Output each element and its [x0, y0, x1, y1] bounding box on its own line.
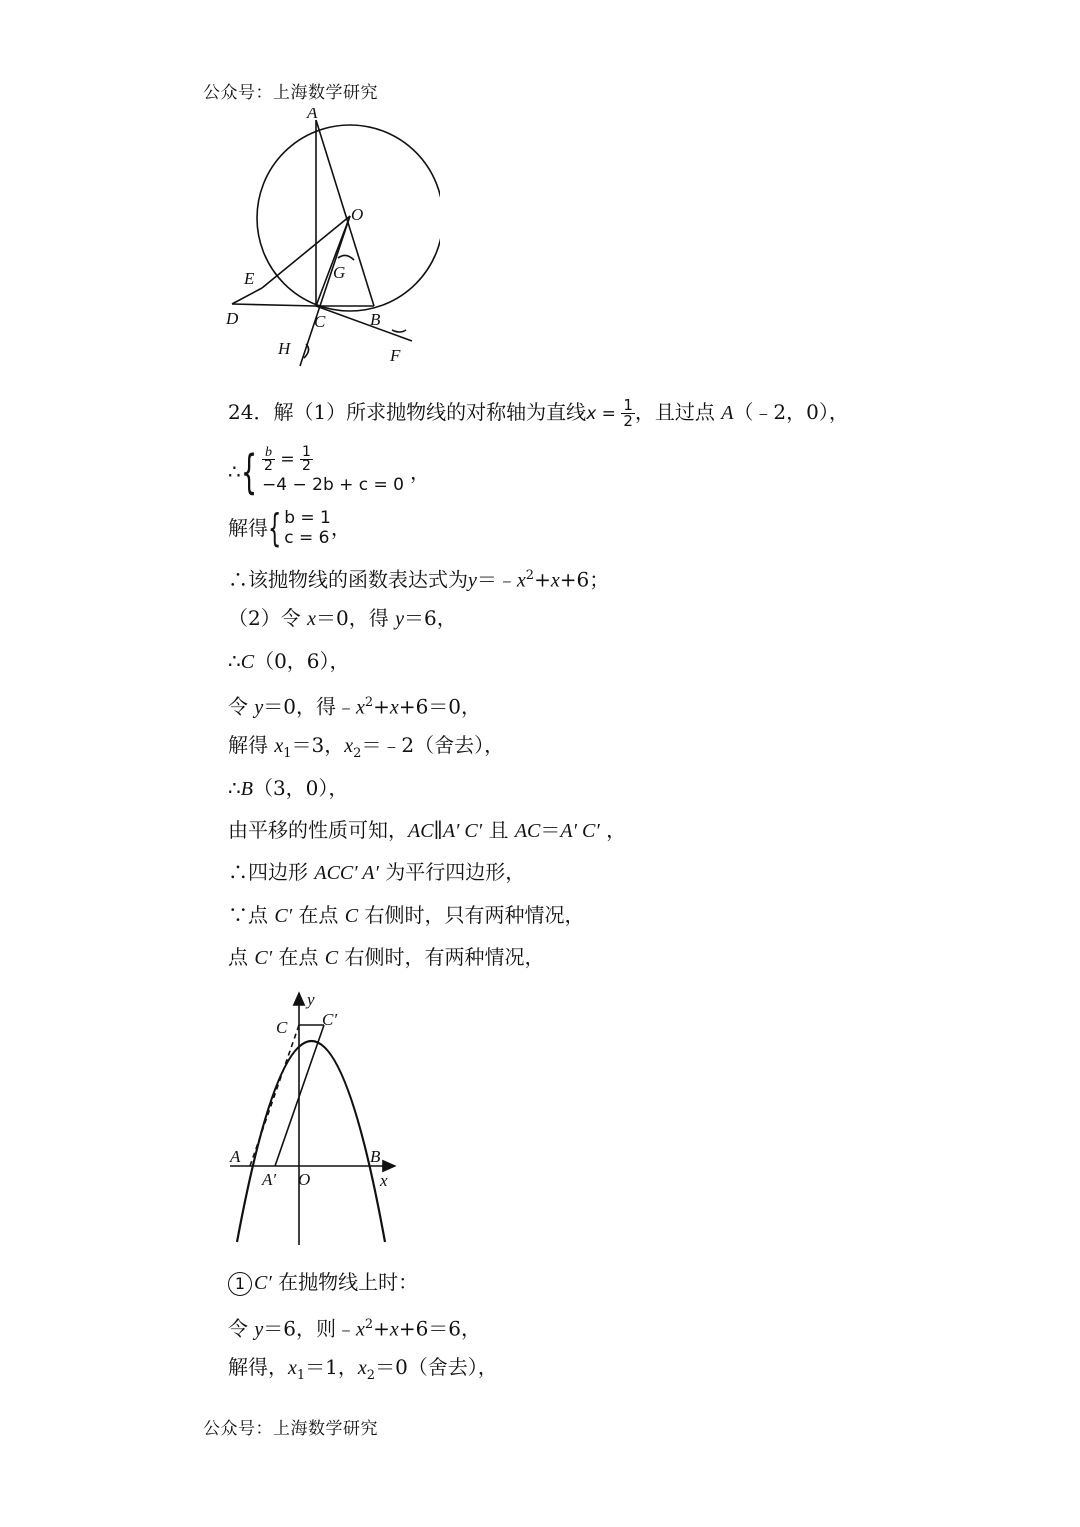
- solution-line-6: [228, 647, 350, 676]
- text: +: [534, 567, 551, 592]
- point-c: C: [324, 947, 339, 969]
- label-e: E: [244, 269, 255, 288]
- solution-line-13: [228, 943, 545, 972]
- text: 在点: [292, 903, 345, 927]
- text: ＝3，: [291, 733, 345, 757]
- system-row-1: [262, 446, 404, 473]
- label-c: C: [276, 1018, 288, 1037]
- var-x: x: [389, 696, 399, 719]
- var-x: x: [288, 1357, 297, 1379]
- text: 24．解（1）所求抛物线的对称轴为直线: [228, 400, 587, 424]
- point-a: A: [721, 402, 734, 424]
- label-c-prime: C′: [322, 1010, 338, 1029]
- circled-number: 1: [228, 1272, 252, 1296]
- solution-line-9: [228, 774, 348, 803]
- var-x: x: [307, 608, 316, 630]
- point-cp: C′: [254, 1272, 272, 1294]
- line-hc-extended: [300, 216, 350, 366]
- fraction-half: [621, 398, 635, 429]
- arc-f: [392, 330, 406, 332]
- text: 右侧时，有两种情况，: [338, 945, 545, 969]
- point-cp: C′: [274, 905, 293, 927]
- system-row-2: −4 − 2b + c = 0: [262, 475, 405, 495]
- text: ∴: [228, 649, 241, 673]
- text: +6＝6，: [398, 1316, 482, 1341]
- label-c: C: [314, 312, 326, 331]
- solution-line-15: [228, 1311, 481, 1344]
- denominator: 2: [264, 458, 273, 474]
- subscript: 2: [366, 1368, 376, 1383]
- text: ＝0，得: [315, 606, 396, 630]
- text: ∴四边形: [228, 860, 315, 884]
- solution-line-16: [228, 1353, 498, 1390]
- var-x: x: [355, 1318, 365, 1341]
- system-row-2: c = 6: [284, 528, 330, 548]
- numerator: 1: [302, 444, 311, 460]
- text: （3，0），: [252, 776, 349, 800]
- segment-de: [232, 288, 262, 304]
- label-o: O: [298, 1170, 311, 1189]
- ray-cf: [316, 306, 412, 341]
- label-a-prime: A′: [262, 1170, 277, 1189]
- denominator: 2: [623, 412, 633, 430]
- exponent: 2: [364, 695, 374, 710]
- circle-geometry-figure: [220, 108, 440, 373]
- segment-apcp: A′ C′: [442, 820, 483, 842]
- var-x: x: [516, 569, 526, 592]
- label-y: y: [307, 990, 315, 1009]
- text: ＝0，得﹣: [263, 694, 356, 719]
- text: ＝1，: [305, 1355, 358, 1379]
- therefore-symbol: ∴: [228, 459, 241, 484]
- var-y: y: [254, 696, 264, 719]
- segment-ac: AC: [514, 820, 541, 842]
- label-x: x: [380, 1171, 388, 1190]
- var-x: x: [355, 696, 365, 719]
- var-x: x: [389, 1318, 399, 1341]
- text: +: [373, 1316, 390, 1341]
- text: ＝6，: [403, 606, 457, 630]
- exponent: 2: [525, 568, 535, 583]
- fraction-b-over-2: [262, 446, 275, 473]
- text: （2）令: [228, 606, 308, 630]
- text: ＝: [540, 818, 561, 842]
- exponent: 2: [364, 1317, 374, 1332]
- label-b: B: [370, 1147, 381, 1166]
- text: ＝0（舍去），: [375, 1355, 498, 1379]
- parabola-curve: [237, 1041, 385, 1242]
- text: 在点: [272, 945, 325, 969]
- solution-line-8: [228, 731, 504, 768]
- page-header: 公众号：上海数学研究: [203, 83, 378, 103]
- text: +6；: [559, 567, 610, 592]
- text: ，且过点: [634, 400, 722, 424]
- denominator: 2: [302, 458, 311, 474]
- point-c: C: [240, 651, 255, 673]
- fraction-half: [300, 446, 313, 473]
- solution-line-4: [228, 562, 609, 595]
- segment-apcp: A′ C′: [560, 820, 600, 842]
- subscript: 2: [353, 746, 362, 761]
- equation-system-1: [241, 446, 404, 497]
- text: 令: [228, 694, 255, 719]
- text: 令: [228, 1316, 255, 1341]
- var-x: x: [344, 735, 354, 757]
- text: ∴该抛物线的函数表达式为: [228, 567, 468, 592]
- text: 右侧时，只有两种情况，: [358, 903, 585, 927]
- text: ＝﹣2（舍去），: [361, 733, 505, 757]
- solution-line-7: [228, 689, 481, 722]
- text: ∵点: [228, 903, 275, 927]
- solution-line-1: [228, 398, 849, 429]
- arc-g: [338, 255, 354, 260]
- var-y: y: [395, 608, 404, 630]
- system-row-1: b = 1: [284, 508, 331, 528]
- text: ＝﹣: [476, 567, 517, 592]
- solution-line-5: [228, 604, 457, 633]
- label-d: D: [226, 309, 239, 328]
- system-rows: [284, 508, 331, 548]
- var-x: x: [357, 1357, 367, 1379]
- text: 且: [482, 818, 515, 842]
- solution-line-2: [228, 446, 430, 497]
- segment-dc: [232, 304, 316, 306]
- brace-icon: {: [240, 444, 257, 499]
- text: ，: [599, 818, 627, 842]
- text: 为平行四边形，: [378, 860, 526, 884]
- var-x: x: [550, 569, 560, 592]
- text: ＝6，则﹣: [263, 1316, 356, 1341]
- solution-line-10: [228, 816, 626, 845]
- label-g: G: [333, 263, 346, 282]
- equation-system-2: [268, 508, 331, 548]
- text: 解得: [228, 516, 268, 540]
- label-a: A: [307, 108, 318, 122]
- solution-line-11: [228, 858, 525, 887]
- solution-line-3: [228, 508, 351, 548]
- text: +: [373, 694, 390, 719]
- text: （0，6），: [254, 649, 350, 673]
- point-c: C: [344, 905, 359, 927]
- text: ∴: [228, 776, 241, 800]
- text: 在抛物线上时：: [271, 1270, 419, 1294]
- parabola-figure: [220, 985, 410, 1250]
- label-f: F: [390, 346, 401, 365]
- var-y: y: [468, 569, 477, 592]
- label-a: A: [230, 1147, 241, 1166]
- brace-icon: {: [268, 506, 282, 550]
- subscript: 1: [296, 1368, 306, 1383]
- text: +6＝0，: [398, 694, 482, 719]
- text: 由平移的性质可知，: [228, 818, 408, 842]
- label-b: B: [370, 310, 381, 329]
- var-x: x: [586, 404, 597, 424]
- point-b: B: [240, 778, 253, 800]
- label-o: O: [351, 205, 364, 224]
- label-h: H: [278, 339, 291, 358]
- segment-ac-dashed: [250, 1025, 299, 1166]
- text: （﹣2，0），: [733, 400, 849, 424]
- point-cp: C′: [254, 947, 273, 969]
- var-x: x: [274, 735, 284, 757]
- numerator: 1: [623, 396, 633, 414]
- subscript: 1: [283, 746, 292, 761]
- system-rows: [262, 446, 404, 497]
- var-y: y: [254, 1318, 264, 1341]
- solution-line-12: [228, 901, 585, 930]
- segment-ac: AC: [408, 820, 434, 842]
- text: 解得，: [228, 1355, 288, 1379]
- text: 解得: [228, 733, 275, 757]
- parallel-symbol: ∥: [433, 818, 443, 842]
- equals: =: [274, 449, 300, 470]
- quadrilateral-name: ACC′ A′: [314, 862, 379, 884]
- text: ，: [330, 516, 351, 540]
- page-footer: 公众号：上海数学研究: [203, 1419, 378, 1439]
- numerator: b: [262, 446, 275, 460]
- solution-line-14: [228, 1268, 418, 1297]
- text: ，: [410, 459, 431, 484]
- text: 点: [228, 945, 255, 969]
- equals: =: [596, 404, 622, 424]
